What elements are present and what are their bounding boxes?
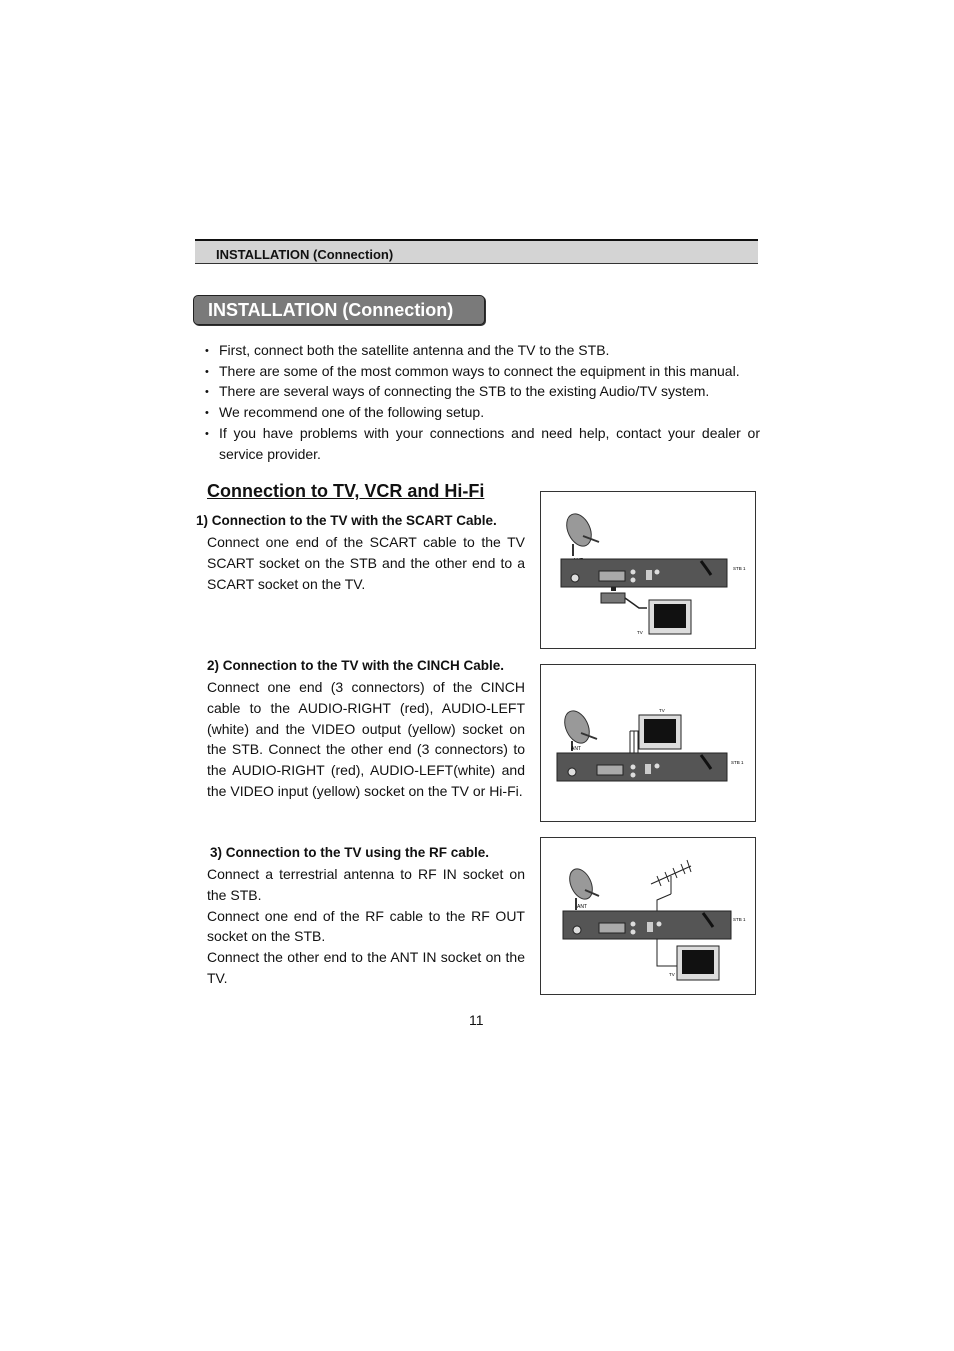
list-item: • If you have problems with your connections and need help, contact your dealer or service provider. (205, 423, 760, 464)
list-item: • We recommend one of the following setup. (205, 402, 760, 423)
cinch-connection-diagram (540, 664, 756, 822)
stb-label: STB 1 (733, 917, 746, 922)
list-item: • There are some of the most common ways to connect the equipment in this manual. (205, 361, 760, 382)
page-number: 11 (469, 1012, 484, 1028)
section-1-body: Connect one end of the SCART cable to the TV SCART socket on the STB and the other end to a SCART socket on the TV. (207, 534, 525, 592)
list-item: • There are several ways of connecting the STB to the existing Audio/TV system. (205, 381, 760, 402)
list-item: • First, connect both the satellite antenna and the TV to the STB. (205, 340, 760, 361)
ant-label: ANT (571, 746, 581, 752)
stb-label: STB 1 (731, 760, 744, 765)
stb-label: STB 1 (733, 566, 746, 571)
section-3-heading: 3) Connection to the TV using the RF cable. (210, 845, 490, 860)
satellite-dish-icon (562, 510, 599, 556)
section-title: Connection to TV, VCR and Hi-Fi (207, 481, 485, 501)
ant-label: ANT (577, 904, 587, 910)
rf-connection-diagram (540, 837, 756, 995)
tv-label: TV (659, 708, 665, 713)
terrestrial-antenna-icon (651, 860, 691, 894)
satellite-dish-icon (560, 707, 597, 751)
section-3-body-line: Connect a terrestrial antenna to RF IN socket on the STB. (207, 866, 525, 903)
tv-label: TV (669, 972, 675, 977)
intro-bullet-list (205, 340, 760, 464)
scart-connection-diagram (540, 491, 756, 649)
section-3-body-line: Connect the other end to the ANT IN socket on the TV. (207, 949, 525, 986)
section-2-body: Connect one end (3 connectors) of the CINCH cable to the AUDIO-RIGHT (red), AUDIO-LEFT (white) and the VIDEO output (yellow) socket on the STB. Connect the other end (3 connectors) to the AUDIO-RIGHT (red), AUDIO-LEFT(white) and the VIDEO input (yellow) socket on the TV or Hi-Fi. (207, 679, 525, 799)
section-1-heading: 1) Connection to the TV with the SCART Cable. (196, 513, 497, 528)
section-3-body (207, 864, 525, 989)
section-3-body-line: Connect one end of the RF cable to the RF OUT socket on the STB. (207, 907, 525, 945)
tv-label: TV (637, 630, 643, 635)
page-title: INSTALLATION (Connection) (193, 295, 485, 325)
section-2-heading: 2) Connection to the TV with the CINCH Cable. (207, 658, 504, 673)
running-header-title: INSTALLATION (Connection) (216, 247, 394, 262)
